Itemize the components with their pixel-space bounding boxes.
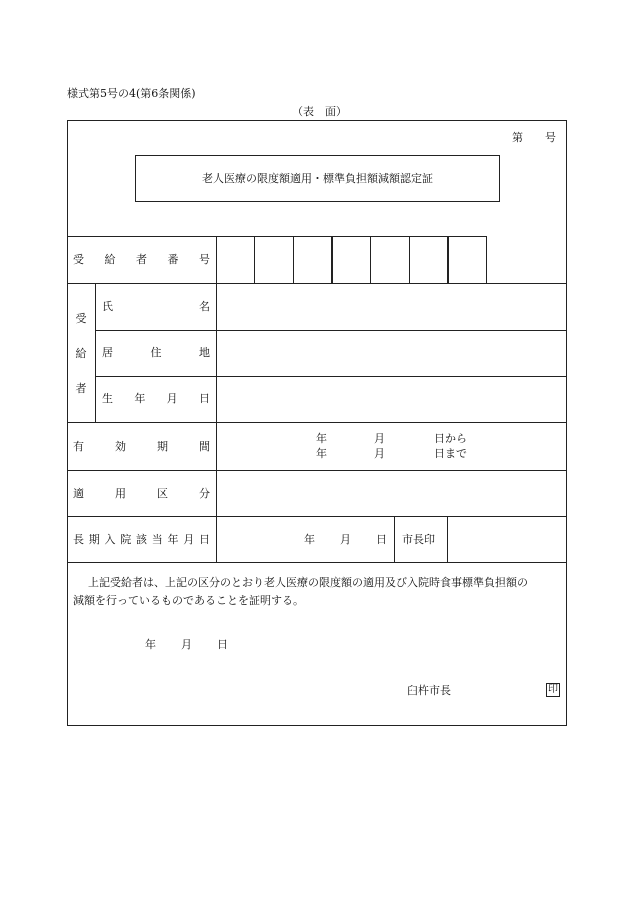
category-label: [73, 487, 210, 500]
number-cell-divider: [370, 236, 371, 283]
certificate-frame: [67, 120, 567, 726]
label-char: 月: [166, 392, 178, 405]
label-char: 期: [157, 440, 168, 453]
mayor-seal-label: 市長印: [402, 533, 435, 546]
label-char: 長: [73, 533, 84, 546]
address-label: [102, 346, 210, 359]
validity-to-month: 月: [374, 447, 385, 460]
validity-from-year: 年: [316, 432, 327, 445]
recipient-number-label: [73, 253, 210, 266]
validity-from-day: 日から: [434, 432, 467, 445]
label-char: 地: [199, 346, 210, 359]
name-label: [102, 300, 210, 313]
label-char: 年: [167, 533, 179, 546]
label-char: 年: [134, 392, 146, 405]
label-char: 月: [183, 533, 195, 546]
label-char: 適: [73, 487, 84, 500]
label-char: 番: [167, 253, 179, 266]
number-cell-divider: [254, 236, 255, 283]
label-char: 日: [198, 392, 210, 405]
seal-mark: 印: [548, 684, 558, 695]
label-char: 住: [150, 346, 162, 359]
label-char: 号: [199, 253, 210, 266]
issue-year: 年: [145, 638, 156, 651]
divider: [394, 516, 395, 562]
long-stay-label: [73, 533, 210, 546]
label-char: 期: [88, 533, 100, 546]
validity-to-year: 年: [316, 447, 327, 460]
label-char: 給: [75, 347, 87, 360]
label-char: 名: [199, 300, 210, 313]
label-char: 分: [199, 487, 210, 500]
divider: [447, 516, 448, 562]
label-char: 該: [136, 533, 147, 546]
recipient-group-label: [74, 310, 88, 396]
label-char: 日: [199, 533, 210, 546]
long-stay-month: 月: [340, 533, 351, 546]
divider: [67, 236, 487, 237]
label-char: 区: [157, 487, 168, 500]
label-char: 者: [136, 253, 147, 266]
label-char: 居: [102, 346, 113, 359]
validity-from-month: 月: [374, 432, 385, 445]
divider: [216, 236, 217, 562]
label-char: 院: [120, 533, 132, 546]
birthdate-label: [102, 392, 210, 405]
label-char: 受: [73, 253, 84, 266]
number-cell-divider: [486, 236, 487, 283]
divider: [67, 516, 567, 517]
validity-to-day: 日まで: [434, 447, 467, 460]
long-stay-day: 日: [376, 533, 387, 546]
long-stay-year: 年: [304, 533, 315, 546]
number-cell-divider: [409, 236, 410, 283]
divider: [95, 283, 96, 422]
form-number: 様式第5号の4(第6条関係): [67, 87, 196, 100]
issuer: 臼杵市長: [407, 684, 451, 697]
issue-month: 月: [181, 638, 192, 651]
label-char: 者: [75, 382, 87, 395]
label-char: 間: [199, 440, 210, 453]
divider: [67, 422, 567, 423]
validity-label: [73, 440, 210, 453]
number-cell-divider: [447, 236, 449, 283]
number-cell-divider: [293, 236, 294, 283]
title-box: [135, 155, 500, 202]
divider: [67, 562, 567, 563]
label-char: 入: [104, 533, 116, 546]
label-char: 有: [73, 440, 84, 453]
divider: [95, 330, 567, 331]
label-char: 給: [104, 253, 116, 266]
issue-day: 日: [217, 638, 228, 651]
certificate-number-label: 第 号: [512, 131, 556, 144]
label-char: 効: [115, 440, 126, 453]
label-char: 生: [102, 392, 113, 405]
side-label: （表 面）: [292, 105, 347, 118]
label-char: 氏: [102, 300, 113, 313]
certificate-title: 老人医療の限度額適用・標準負担額減額認定証: [202, 172, 433, 185]
certification-text-line1: 上記受給者は、上記の区分のとおり老人医療の限度額の適用及び入院時食事標準負担額の: [88, 576, 528, 589]
divider: [67, 283, 567, 284]
divider: [67, 470, 567, 471]
label-char: 当: [151, 533, 163, 546]
divider: [95, 376, 567, 377]
label-char: 受: [75, 312, 87, 325]
certification-text-line2: 減額を行っているものであることを証明する。: [73, 594, 304, 607]
label-char: 用: [115, 487, 126, 500]
number-cell-divider: [331, 236, 333, 283]
